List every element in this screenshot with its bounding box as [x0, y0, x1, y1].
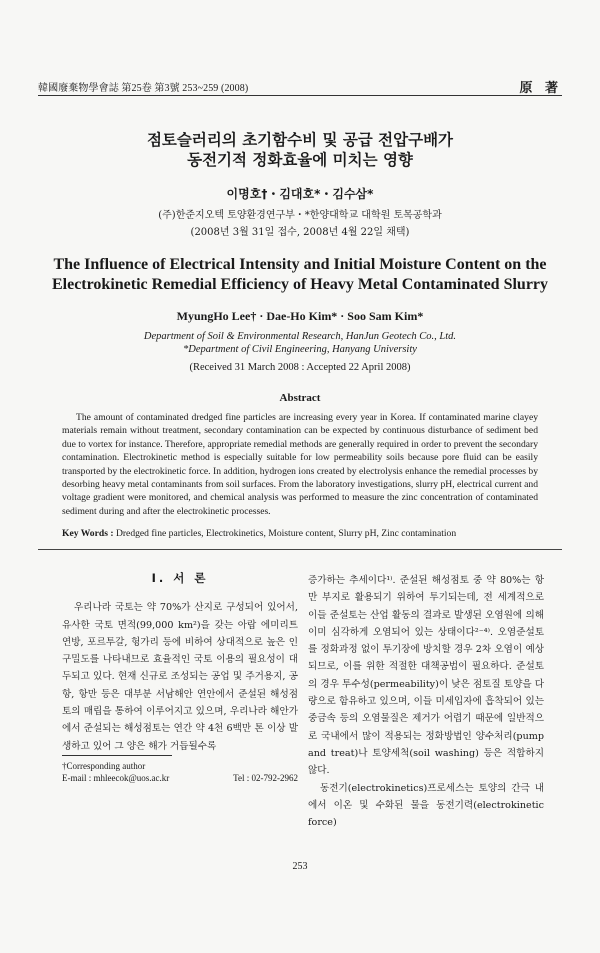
- intro-paragraph-2: 동전기(electrokinetics)프로세스는 토양의 간극 내에서 이온 및 수화된 물을 동전기력(electrokinetic force): [308, 782, 544, 829]
- abstract-body: The amount of contaminated dredged fine particles are increasing every year in Korea. If contaminated marine clayey materials remain without treatment, secondary contamination can be expected by continuous disturbance of sediment bed due to vortex for instance. Therefore, appropriate remedial methods are generally required in order to prevent the secondary contamination. Electrokinetic method is especially suitable for low permeability soils because pore fluid can be easily transported by the electrokinetic force. In addition, hydrogen ions created by electrolysis enhance the remedial processes by desorbing heavy metal contaminants from soil surfaces. From the laboratory investigations, slurry pH, electrical current and voltage gradient were monitored, and chemical analysis was performed to measure the zinc concentration of contaminated sediment during and after the electrokinetic processes.: [62, 412, 538, 517]
- english-dates: (Received 31 March 2008 : Accepted 22 April 2008): [189, 362, 411, 373]
- korean-dates: (2008년 3월 31일 접수, 2008년 4월 22일 채택): [190, 227, 410, 238]
- footnote: [62, 760, 298, 784]
- journal-citation: 韓國廢棄物學會誌 第25卷 第3號 253~259 (2008): [38, 83, 249, 94]
- left-column: [62, 570, 298, 755]
- corresponding-author-label: †Corresponding author: [62, 761, 146, 771]
- keywords-list: Dredged fine particles, Electrokinetics, Moisture content, Slurry pH, Zinc contamination: [115, 528, 457, 539]
- section-heading-introduction: I. 서 론: [151, 571, 209, 585]
- english-affiliation-line-2: *Department of Civil Engineering, Hanyang University: [183, 344, 417, 355]
- footnote-rule: [62, 755, 172, 756]
- abstract-heading: Abstract: [279, 392, 321, 404]
- header-rule: [38, 95, 562, 96]
- english-authors: MyungHo Lee† · Dae-Ho Kim* · Soo Sam Kim*: [176, 309, 424, 323]
- right-column: [308, 572, 544, 831]
- korean-title: [0, 130, 600, 170]
- keywords: [62, 528, 538, 539]
- korean-authors: 이명호†・김대호*・김수삼*: [226, 187, 374, 201]
- abstract-rule: [38, 549, 562, 550]
- english-title: [0, 255, 600, 295]
- page-number: 253: [292, 861, 308, 872]
- intro-paragraph-1: 우리나라 국토는 약 70%가 산지로 구성되어 있어서, 유사한 국토 면적(99,000 km²)을 갖는 아랍 에미리트 연방, 포르투갈, 헝가리 등에 비하여 상대적으로 높은 인구밀도를 나타내므로 효율적인 국토 이용의 필요성이 대두되고 있다. 현재 신규로 조성되는 공업 및 주거용지, 공항, 항만 등은 대부분 서남해안 연안에서 준설된 해성점토의 매립을 통하여 이루어지고 있으며, 우리나라 해안가에서 준설되는 해성점토는 연간 약 4천 6백만 톤 이상 발생하고 있어 그 양은 해가 거듭될수록: [62, 602, 298, 752]
- english-affiliation-line-1: Department of Soil & Environmental Research, HanJun Geotech Co., Ltd.: [143, 331, 457, 342]
- intro-paragraph-1-continued: 증가하는 추세이다¹⁾. 준설된 해성점토 중 약 80%는 항만 부지로 활용되기 위하여 투기되는데, 전 세계적으로 이들 준설토는 산업 활동의 결과로 발생된 오염원에 의해 이미 심각하게 오염되어 있는 상태이다²⁻⁴⁾. 오염준설토를 정화과정 없이 투기장에 방치할 경우 2차 오염이 예상되므로, 이를 위한 적절한 대책공법이 필요하다. 준설토의 경우 투수성(permeability)이 낮은 점토질 토양을 다량으로 함유하고 있으며, 이들 미세입자에 흡착되어 있는 중금속 등의 오염물질은 제거가 어렵기 때문에 일반적으로 국내에서 많이 적용되는 정화방법인 양수처리(pump and treat)나 토양세척(soil washing) 등은 적합하지 않다.: [308, 575, 544, 777]
- author-telephone: Tel : 02-792-2962: [233, 773, 298, 783]
- english-title-line-2: Electrokinetic Remedial Efficiency of Heavy Metal Contaminated Slurry: [51, 276, 549, 293]
- english-affiliation: [0, 330, 600, 356]
- author-email: E-mail : mhleecok@uos.ac.kr: [62, 773, 170, 783]
- korean-title-line-2: 동전기적 정화효율에 미치는 영향: [187, 151, 413, 169]
- korean-affiliation: (주)한준지오텍 토양환경연구부・*한양대학교 대학원 토목공학과: [158, 210, 442, 221]
- keywords-label: Key Words :: [62, 528, 114, 539]
- article-type-label: 原 著: [519, 81, 562, 96]
- korean-title-line-1: 점토슬러리의 초기함수비 및 공급 전압구배가: [146, 131, 454, 149]
- english-title-line-1: The Influence of Electrical Intensity and Initial Moisture Content on the: [53, 256, 547, 273]
